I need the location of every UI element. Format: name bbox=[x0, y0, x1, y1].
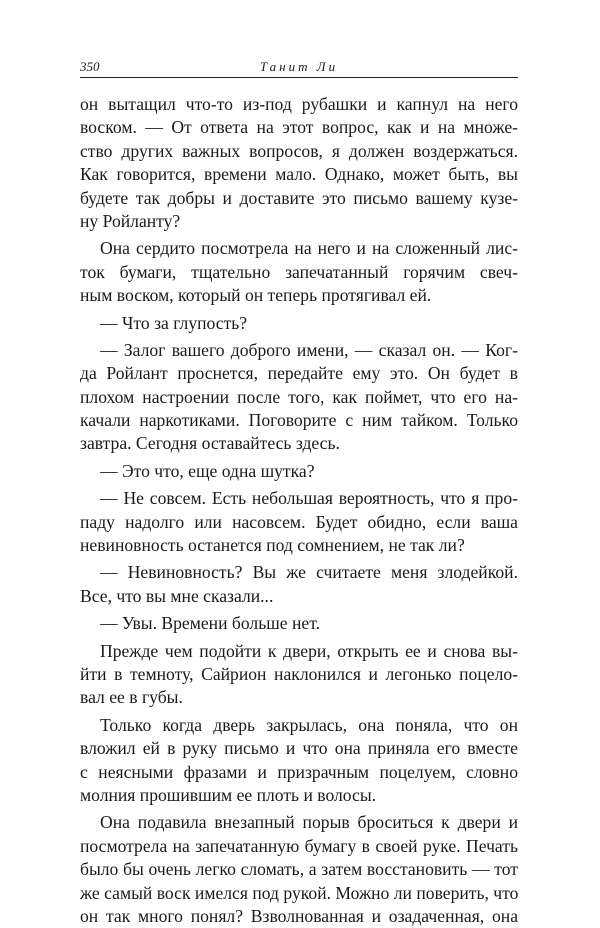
book-page bbox=[80, 55, 518, 928]
text-line: — Это что, еще одна шутка? bbox=[100, 460, 315, 481]
text-line: ну Ройланту? bbox=[80, 210, 181, 231]
text-line: посмотрела на запечатанную бумагу в своей руке. Печать bbox=[80, 835, 518, 856]
page-header bbox=[80, 55, 518, 78]
text-line: воском. — От ответа на этот вопрос, как и на множе- bbox=[80, 117, 518, 138]
running-head-author: Танит Ли bbox=[259, 59, 339, 74]
text-line: будете так добры и доставите это письмо вашему кузе- bbox=[80, 187, 518, 208]
text-line: да Ройлант проснется, передайте ему это. Он будет в bbox=[80, 363, 518, 384]
text-line: Как говорится, времени мало. Однако, может быть, вы bbox=[80, 164, 518, 185]
text-line: ным воском, который он теперь протягивал ей. bbox=[80, 285, 432, 306]
text-line: качали наркотиками. Поговорите с ним тайком. Только bbox=[80, 410, 518, 431]
text-line: ток бумаги, тщательно запечатанный горячим свеч- bbox=[80, 261, 518, 282]
text-line: было бы очень легко сломать, а затем восстановить — тот bbox=[80, 859, 518, 880]
text-line: йти в темноту, Сайрион наклонился и легонько поцело- bbox=[80, 663, 518, 684]
text-line: — Залог вашего доброго имени, — сказал он. — Ког- bbox=[100, 339, 518, 360]
text-line: плохом настроении после того, как поймет, что его на- bbox=[80, 386, 518, 407]
text-line: паду надолго или насовсем. Будет обидно, если ваша bbox=[80, 511, 518, 532]
text-line: вал ее в губы. bbox=[80, 687, 183, 708]
text-line: невиновность останется под сомнением, не так ли? bbox=[80, 535, 465, 556]
body-text bbox=[80, 93, 518, 928]
text-line: он вытащил что-то из-под рубашки и капнул на него bbox=[80, 94, 518, 114]
text-line: — Не совсем. Есть небольшая вероятность, что я про- bbox=[100, 488, 518, 509]
text-line: же самый воск имелся под рукой. Можно ли поверить, что bbox=[80, 882, 519, 903]
text-line: — Увы. Времени больше нет. bbox=[100, 613, 320, 634]
text-line: молния прошившим ее плоть и волосы. bbox=[80, 784, 377, 805]
text-line: Она сердито посмотрела на него и на сложенный лис- bbox=[100, 238, 518, 259]
text-line: с неясными фразами и призрачным поцелуем, словно bbox=[80, 761, 518, 782]
text-line: — Что за глупость? bbox=[100, 312, 248, 333]
text-line: вложил ей в руку письмо и что она приняла его вместе bbox=[80, 738, 518, 759]
text-line: Только когда дверь закрылась, она поняла, что он bbox=[100, 714, 518, 735]
text-line: Прежде чем подойти к двери, открыть ее и снова вы- bbox=[100, 640, 518, 661]
text-line: ство других важных вопросов, я должен воздержаться. bbox=[80, 140, 518, 161]
text-line: Она подавила внезапный порыв броситься к двери и bbox=[100, 812, 518, 833]
text-line: он так много понял? Взволнованная и озадаченная, она bbox=[80, 905, 518, 926]
text-line: — Невиновность? Вы же считаете меня злодейкой. bbox=[100, 562, 518, 583]
text-line: Все, что вы мне сказали... bbox=[80, 585, 274, 606]
page-number: 350 bbox=[80, 59, 100, 74]
text-line: завтра. Сегодня оставайтесь здесь. bbox=[80, 433, 340, 454]
